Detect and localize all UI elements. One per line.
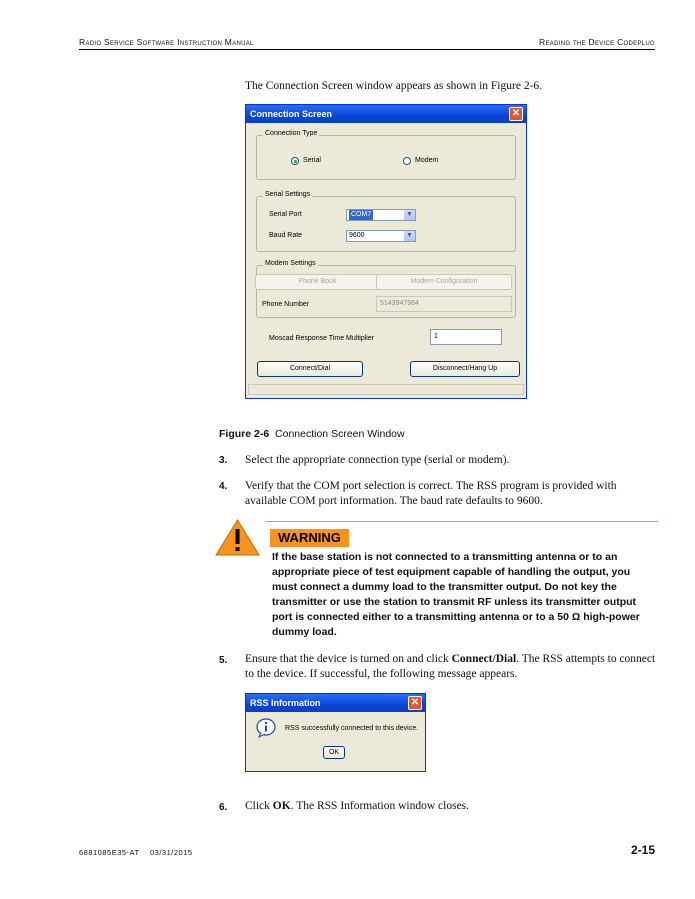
warning-label: WARNING xyxy=(270,529,349,547)
modem-radio-label: Modem xyxy=(415,157,439,164)
step-5-number: 5. xyxy=(219,655,228,666)
response-multiplier-input[interactable]: 1 xyxy=(430,329,502,345)
modem-settings-group xyxy=(256,260,516,318)
figure-caption-text: Connection Screen Window xyxy=(275,428,405,440)
info-icon xyxy=(256,718,276,738)
step-3-number: 3. xyxy=(219,455,228,466)
step-4-text: Verify that the COM port selection is correct. The RSS program is provided with available COM port information. The baud rate defaults to 9600. xyxy=(245,480,617,507)
serial-radio[interactable] xyxy=(291,157,299,165)
step-5-text-post: . The RSS attempts to connect to the device. If successful, the following message appears. xyxy=(245,653,656,680)
connection-window-titlebar xyxy=(246,105,526,123)
connection-screen-window xyxy=(245,104,527,399)
step-5-ui-term: Connect/Dial xyxy=(451,653,517,665)
running-header-right: Reading the Device Codeplug xyxy=(539,37,655,47)
step-6-ui-term: OK xyxy=(272,800,291,812)
connection-type-label: Connection Type xyxy=(265,130,318,137)
header-rule xyxy=(79,49,655,50)
serial-port-select[interactable] xyxy=(346,209,416,221)
step-6-text xyxy=(245,799,657,814)
close-icon[interactable]: ✕ xyxy=(408,696,422,710)
page-number: 2-15 xyxy=(630,843,655,857)
step-6-number: 6. xyxy=(219,802,228,813)
connection-type-group xyxy=(256,130,516,180)
footer-date: 03/31/2015 xyxy=(150,848,193,857)
footer-doc-id: 6881085E35-AT xyxy=(79,848,140,857)
warning-text: If the base station is not connected to a transmitting antenna or to an appropriate piece of test equipment capable of handling the output, you must connect a dummy load to the transmitter output. Do not key the transmitter or use the station to transmit RF unless its transmitter output port is connected either to a transmitting antenna or to a 50 Ω high-power dummy load. xyxy=(272,551,640,638)
status-bar xyxy=(248,384,524,395)
baud-rate-label: Baud Rate xyxy=(269,232,303,239)
chevron-down-icon[interactable]: ▼ xyxy=(403,210,415,220)
baud-rate-select[interactable] xyxy=(346,230,416,242)
connect-dial-button[interactable]: Connect/Dial xyxy=(257,361,363,377)
modem-radio[interactable] xyxy=(403,157,411,165)
info-message: RSS successfully connected to this device. xyxy=(285,725,419,732)
warning-rule xyxy=(266,521,658,522)
connection-window-title: Connection Screen xyxy=(250,109,333,119)
serial-port-value: COM7 xyxy=(351,211,372,218)
info-window-titlebar xyxy=(246,694,425,712)
phone-book-button[interactable]: Phone Book xyxy=(255,274,380,290)
chevron-down-icon[interactable]: ▼ xyxy=(403,231,415,241)
step-3-text: Select the appropriate connection type (serial or modem). xyxy=(245,454,510,466)
info-window-title: RSS Information xyxy=(250,698,321,708)
step-5-text xyxy=(245,652,657,682)
serial-settings-group xyxy=(256,191,516,252)
serial-radio-label: Serial xyxy=(303,157,321,164)
serial-port-label: Serial Port xyxy=(269,211,302,218)
step-5-text-pre: Ensure that the device is turned on and click xyxy=(245,653,452,665)
rss-information-window xyxy=(245,693,426,772)
step-4-number: 4. xyxy=(219,481,228,492)
close-icon[interactable]: ✕ xyxy=(509,107,523,121)
serial-settings-label: Serial Settings xyxy=(265,191,311,198)
step-6-text-post: . The RSS Information window closes. xyxy=(290,800,470,812)
baud-rate-value: 9600 xyxy=(349,232,365,239)
phone-number-input[interactable]: 5143947984 xyxy=(376,296,512,312)
warning-triangle-icon xyxy=(215,519,260,556)
phone-number-label: Phone Number xyxy=(262,301,310,308)
disconnect-hang-up-button[interactable]: Disconnect/Hang Up xyxy=(410,361,520,377)
modem-settings-label: Modem Settings xyxy=(265,260,316,267)
ok-button[interactable]: OK xyxy=(323,746,345,759)
response-multiplier-label: Moscad Response Time Multiplier xyxy=(269,335,375,342)
running-header-left: Radio Service Software Instruction Manual xyxy=(79,37,254,47)
step-6-text-pre: Click xyxy=(245,800,273,812)
figure-number: Figure 2-6 xyxy=(219,428,270,440)
modem-configuration-button[interactable]: Modem Configuration xyxy=(376,274,512,290)
intro-text: The Connection Screen window appears as shown in Figure 2-6. xyxy=(245,80,543,92)
figure-caption xyxy=(219,428,405,440)
